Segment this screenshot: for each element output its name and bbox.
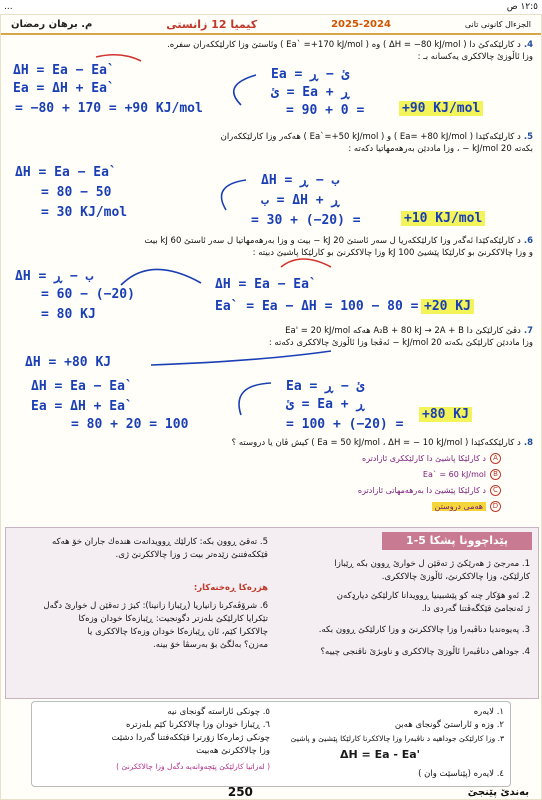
question-number: 4. <box>523 40 533 50</box>
answer-6c: وزا چالاككرنێ هەبيت <box>196 746 270 756</box>
hw-line: ئ = Ea + ڕ <box>271 85 350 100</box>
hw-line: = 30 + (−20) = <box>251 213 361 228</box>
hw-line: Ea = ئ − ڕ <box>271 67 350 82</box>
hw-line: = 90 + 0 = <box>286 103 365 118</box>
question-text: د كارلێكەكێ دا ( ΔH = −80 kJ/mol ) وە ( Ea` =+170 kJ/mol ) وئاستێ وزا كارلێككەران سفرە. <box>167 40 521 50</box>
hw-answer: +90 KJ/mol <box>399 101 483 116</box>
status-bar <box>0 0 542 14</box>
hw-line: ΔH = Ea − Ea` <box>15 165 117 180</box>
option-text: Ea` = 60 kJ/mol <box>422 470 486 479</box>
author: م. برهان رمضان <box>11 18 93 30</box>
option-letter: B <box>490 469 501 480</box>
hw-line: ΔH = Ea − Ea` <box>13 63 115 78</box>
section-label: بەندێ پێنجێ <box>467 786 529 798</box>
hw-answer: +20 KJ <box>421 299 474 314</box>
option-text: د كارلێكا پێشیێ دا بەرهەمهاتى ئازادترە <box>357 486 486 495</box>
hw-line: ΔH = Ea − Ea` <box>215 277 317 292</box>
review-q3: 3. پەيوەنديا دناڤبەرا وزا چالاككرنێ و وزا كارلێكێ ڕوون بكە. <box>318 625 530 635</box>
chapter-label: الجزءال كانونى تانى <box>464 19 531 29</box>
arrow <box>151 351 331 365</box>
question-text: د كارلێككەكێدا ( Ea = 50 kJ/mol ، ΔH = − 10 kJ/mol ) كيش ڤان يا دروستە ؟ <box>231 438 521 448</box>
question-text-2: بكەتە 20 kJ/mol − ، وزا ماددێن بەرهەمهاتيا دكەتە : <box>348 144 533 154</box>
status-time: ١٢:٥ ص <box>506 2 538 12</box>
review-text: 2. ئەو هۆكار چنە كو پێشبينيا ڕوويدانا كارلێكێ ديارډكەن <box>336 591 530 601</box>
answer-5: ٥. چونكى ئاراستە گونجاى نيە <box>167 707 270 717</box>
review-title: پێداچوونا پشكا 5-1 <box>382 532 532 550</box>
hw-line: = 80 KJ <box>41 307 96 322</box>
option-text: هەمى دروستن <box>432 502 487 511</box>
page <box>0 14 542 800</box>
review-text: مەزن؟ بەلگێ بوٚ بەرسڤا خوٚ بينە. <box>153 640 268 650</box>
hw-line: = 80 − 50 <box>41 185 112 200</box>
hw-line: ΔH = ب − ڕ <box>15 269 94 284</box>
answer-6b: چونكى ژمارەكا زوٚرترا قێككەفتنا گەردا دشێت <box>111 733 270 743</box>
hw-line: Ea = ΔH + Ea` <box>13 81 115 96</box>
review-text: 6. شرۆڤەكرنا زانياريا (ڕێبازا زانينا): كيژ ژ تەقێن ل خوارێ دگەل <box>43 601 268 611</box>
hw-line: = −80 + 170 = +90 KJ/mol <box>15 101 203 116</box>
review-text: 5. تەقێ ڕوون بكە: كارلێك ڕوويدانەت هندەك جاران خوٚ هەكە <box>51 537 268 547</box>
hw-answer: +10 KJ/mol <box>401 211 485 226</box>
review-text: 1. مەرجێ ژ هەرێكێ ژ تەقێن ل خوارێ ڕوون بكە ڕێبازا <box>334 559 530 569</box>
hw-line: = 80 + 20 = 100 <box>71 417 189 432</box>
annotation-arrows <box>1 15 542 800</box>
answer-2: ٢. وزە و ئاراستێ گونجاى هەبن <box>394 720 504 730</box>
book-title: كيميا 12 زانستى <box>166 17 258 31</box>
school-year: 2025-2024 <box>331 18 391 30</box>
question-text-2: وزا ماددێن كارلێكێ بكەتە 20 kJ/mol − ئەڤجا وزا ئاڵوزێ چالاككرى دكەتە : <box>268 338 533 348</box>
critical-thinking-label: هزرەكا ڕەخنەكار: <box>193 583 268 593</box>
question-number: 8. <box>523 438 533 448</box>
hw-line: ΔH = Ea − Ea` <box>31 379 133 394</box>
hw-line: Ea = ΔH + Ea` <box>31 399 133 414</box>
question-text-2: و وزا چالاككرنێ بو كارلێكا پێشیێ 100 kJ وزا چالاككرنێ بو كارلێكا پاشیێ دبيتە : <box>252 248 533 258</box>
answer-3-formula: ΔH = Ea - Ea' <box>339 748 421 761</box>
hw-line: = 100 + (−20) = <box>286 417 404 432</box>
question-number: 5. <box>523 132 533 142</box>
hw-line: ب = ΔH + ڕ <box>261 193 340 208</box>
question-text: دڤێ كارلێكێ دا A₂B + 80 kJ → 2A + B هەكە Ea' = 20 kJ/mol <box>285 326 521 336</box>
status-icons: ... <box>4 2 13 12</box>
review-text: چالاككرا كێم، ئان ڕێبازەكا خودان وزەكا چالاككرى يا <box>87 627 268 637</box>
question-text-2: وزا ئاڵوزێ چالاككرى يەكسانە بـ : <box>417 52 533 62</box>
answer-4: ٤. لايەرە (پێناسێت وان ) <box>418 769 504 779</box>
question-text: د كارلێكەكێدا ئەگەر وزا كارلێككەريا ل سەر ئاستێ 20 kJ − بيت و وزا بەرهەمهاتيا ل سەر ئاستێ 60 kJ بيت <box>144 236 521 246</box>
option-letter: A <box>490 453 501 464</box>
option-text: د كارلێكا پاشیێ دا كارلێككرى ئازادترە <box>362 454 486 463</box>
hw-line: Ea` = Ea − ΔH = 100 − 80 = <box>215 299 419 314</box>
answer-1: ١. لايەرە <box>473 707 504 717</box>
answer-3: ٣. وزا كارلێكێ جوداهيە د ناڤبەرا وزا چالاككرنا كارلێكا پێشيێ و پاشيێ <box>290 734 504 743</box>
answer-6-note: ( لەزاتيا كارلێكێ پێچەوانەيە دگەل وزا چالاككرنێ ) <box>116 762 270 771</box>
question-number: 7. <box>523 326 533 336</box>
option-letter: C <box>490 485 501 496</box>
review-text: تێكرايا كارلێكێ بلەزتر دگونجيت: ڕێبازەكا خودان وزەكا <box>78 614 268 624</box>
answer-6: ٦. ڕێبازا خودان وزا چالاككرنا كێم بلەزترە <box>126 720 270 730</box>
arrow <box>281 259 331 267</box>
review-q4: 4. جوداهى دناڤبەرا ئاڵوزێ چالاككرى و ناوبژێ ناقنجى چييە؟ <box>320 647 530 657</box>
hw-line: ئ = Ea + ڕ <box>286 397 365 412</box>
option-letter: D <box>490 501 501 512</box>
arrow <box>234 75 256 105</box>
question-text: د كارلێكەكێدا ( Ea= +80 kJ/mol ) و ( Ea`=+50 kJ/mol ) هەكەر وزا كارلێككەران <box>220 132 521 142</box>
review-text: كارلێكێ، وزا چالاككرنێ، ئاڵوزێ چالاككرى. <box>381 572 530 582</box>
arrow <box>222 180 247 210</box>
arrow <box>239 383 271 415</box>
review-text: ژ ئەنجامێ قێكگەڤتنا گەردى دا. <box>421 604 530 614</box>
question-number: 6. <box>523 236 533 246</box>
hw-line: Ea = ئ − ڕ <box>286 379 365 394</box>
hw-line: ΔH = +80 KJ <box>25 355 112 370</box>
hw-line: ΔH = ب − ڕ <box>261 173 340 188</box>
hw-line: = 60 − (−20) <box>41 287 135 302</box>
page-number: 250 <box>227 785 253 799</box>
arrow <box>121 269 201 285</box>
hw-answer: +80 KJ <box>419 407 472 422</box>
arrow <box>96 55 141 61</box>
hw-line: = 30 KJ/mol <box>41 205 128 220</box>
review-text: قێككەفتنێ زێدەتر بيت ژ وزا چالاككرنێ ژى. <box>115 550 268 560</box>
